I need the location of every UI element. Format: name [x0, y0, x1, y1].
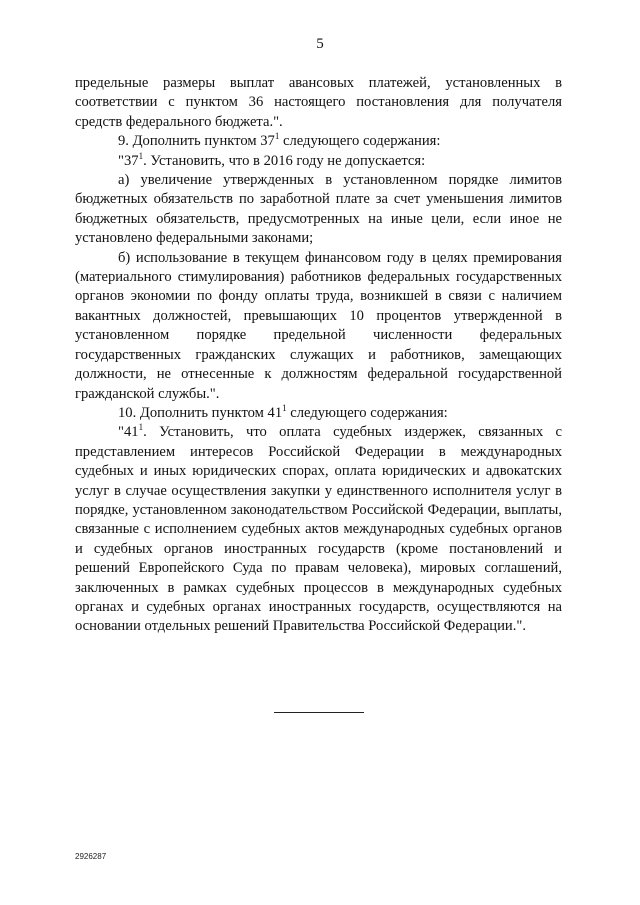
item-10-text: 10. Дополнить пунктом 41 — [118, 404, 283, 421]
item-9-text: 9. Дополнить пунктом 37 — [118, 133, 275, 150]
item-10-superscript: 1 — [282, 403, 287, 414]
point-37-superscript: 1 — [138, 150, 144, 161]
point-41-text: "41 — [118, 424, 139, 441]
point-37-text-end: . Установить, что в 2016 году не допускается: — [143, 152, 426, 169]
paragraph-point-41-1 — [75, 423, 562, 636]
paragraph-subitem-a: а) увеличение утвержденных в установленном порядке лимитов бюджетных обязательств по заработной плате за счет уменьшения лимитов бюджетных обязательств, предусмотренных на иные цели, если иное не установлено федеральными законами; — [75, 172, 562, 247]
point-41-text-end: . Установить, что оплата судебных издержек, связанных с представлением интересов Российской Федерации в международных судебных и иных юридических спорах, оплата юридических и адвокатских услуг в случае осуществления закупки у единственного исполнителя услуг в порядке, установленном законодательством Российской Федерации, выплаты, связанные с исполнением судебных актов международных судебных органов и судебных органов иностранных государств (кроме постановлений и решений Европейского Суда по правам человека), мировых соглашений, заключенных в рамках судебных процессов в международных судебных органах и судебных органах иностранных государств, осуществляются на основании отдельных решений Правительства Российской Федерации.". — [75, 424, 562, 635]
page-number: 5 — [316, 36, 324, 52]
item-10-text-end: следующего содержания: — [286, 404, 448, 421]
point-37-text: "37 — [118, 152, 139, 169]
end-divider-line — [274, 712, 364, 713]
paragraph-item-10 — [75, 404, 562, 423]
point-41-superscript: 1 — [138, 422, 144, 433]
paragraph-continuation: предельные размеры выплат авансовых платежей, установленных в соответствии с пунктом 36 настоящего постановления для получателя средств федерального бюджета.". — [75, 75, 562, 130]
item-9-text-end: следующего содержания: — [279, 133, 441, 150]
paragraph-point-37-1 — [75, 152, 562, 171]
item-9-superscript: 1 — [274, 131, 280, 142]
document-body — [75, 74, 562, 637]
document-code: 2926287 — [75, 852, 107, 861]
paragraph-item-9 — [75, 132, 562, 151]
paragraph-subitem-b: б) использование в текущем финансовом году в целях премирования (материального стимулирования) работников федеральных государственных органов экономии по фонду оплаты труда, возникшей в связи с наличием вакантных должностей, превышающих 10 процентов утвержденной в установленном порядке предельной численности федеральных государственных гражданских служащих и работников, замещающих должности, не отнесенные к должностям федеральной государственной гражданской службы.". — [75, 249, 562, 402]
